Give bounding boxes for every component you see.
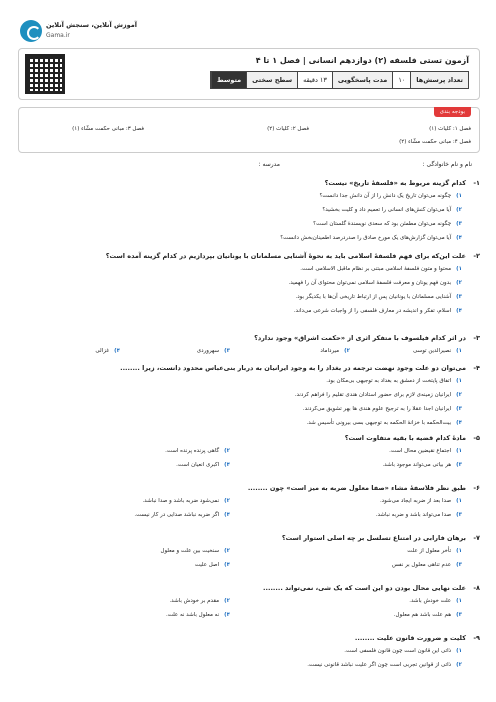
option-text: ایرانیان زمینه‌ی لازم برای حضور استادان هندی تقلیم را فراهم کردند. [294, 392, 452, 398]
option-text: نمی‌شود ضربه باشد و صدا نباشد. [142, 498, 220, 504]
answer-option[interactable] [295, 294, 462, 300]
option-text: سهروردی [196, 348, 220, 354]
topics-box [18, 107, 480, 153]
answer-option[interactable] [300, 266, 462, 272]
answer-option[interactable] [166, 612, 230, 618]
option-text: هر بیاتی می‌تواند موجود باشد. [382, 462, 452, 468]
option-text: گاهی پرنده پرنده است. [165, 448, 220, 454]
option-number: ۲) [224, 448, 230, 454]
option-number: ۱) [456, 648, 462, 654]
option-number: ۴) [224, 512, 230, 518]
answer-option[interactable] [195, 562, 230, 568]
topics-tag: بودجه بندی [434, 107, 471, 117]
answer-option[interactable] [409, 598, 462, 604]
question-text: علت این‌که برای فهم فلسفهٔ اسلامی باید به نحوهٔ آشنایی مسلمانان با یونانیان بپردازیم در کدام گزینه آمده است؟ [105, 252, 466, 260]
answer-option[interactable] [294, 308, 462, 314]
option-number: ۳) [456, 406, 462, 412]
difficulty-label: سطح سختی [246, 72, 297, 88]
answer-option[interactable] [407, 548, 462, 554]
questions-count-label: تعداد پرسش‌ها [410, 72, 468, 88]
option-number: ۲) [456, 207, 462, 213]
option-text: اگر ضربه نباشد صدایی در کار نیست. [134, 512, 220, 518]
answer-option[interactable] [165, 448, 230, 454]
answer-option[interactable] [392, 562, 462, 568]
topic-item: فصل ۴: مبانی حکمت مشّاء (۲) [399, 139, 471, 145]
option-number: ۴) [224, 462, 230, 468]
option-number: ۱) [456, 378, 462, 384]
questions-count-value: ۱۰ [392, 72, 410, 88]
answer-option[interactable] [134, 512, 230, 518]
option-number: ۲) [224, 598, 230, 604]
answer-option[interactable] [160, 548, 230, 554]
option-text: صدا می‌تواند باشد و ضربه نباشد. [375, 512, 452, 518]
option-number: ۲) [224, 498, 230, 504]
option-text: ذاتی این قانون است چون قانون فلسفی است. [344, 648, 452, 654]
option-text: عدم تناهی معلول بر نفس [392, 562, 452, 568]
option-number: ۲) [224, 548, 230, 554]
brand-site: Gama.ir [46, 32, 70, 39]
question-text: کلیت و ضرورت قانون علیت ........ [354, 634, 466, 642]
answer-option[interactable] [413, 348, 462, 354]
question-text: کدام گزینه مربوط به «فلسفهٔ تاریخ» نیست؟ [324, 179, 466, 187]
option-text: اصل علیت [194, 562, 220, 568]
answer-option[interactable] [307, 420, 462, 426]
option-number: ۱) [456, 598, 462, 604]
option-text: میرداماد [320, 348, 340, 354]
option-number: ۱) [456, 448, 462, 454]
option-number: ۲) [456, 280, 462, 286]
topic-item: فصل ۱: کلیات (۱) [429, 126, 471, 132]
question-number: ۶- [473, 484, 480, 492]
option-number: ۴) [224, 612, 230, 618]
option-text: علت خودش باشد. [409, 598, 452, 604]
exam-title: آزمون تستی فلسفه (۲) دوازدهم انسانی | فصل ۱ تا ۴ [255, 56, 469, 65]
answer-option[interactable] [380, 498, 462, 504]
answer-option[interactable] [376, 512, 462, 518]
option-text: نصیرالدین توسی [413, 348, 452, 354]
option-number: ۳) [456, 221, 462, 227]
answer-option[interactable] [197, 348, 230, 354]
option-text: اجتماع نقیضین محال است. [389, 448, 452, 454]
qr-code-icon [25, 54, 65, 94]
answer-option[interactable] [169, 598, 230, 604]
question-number: ۹- [473, 634, 480, 642]
option-text: اسلام، تفکر و اندیشه در معارف فلسفی را از واجبات شرعی می‌داند. [293, 308, 452, 314]
question-number: ۷- [473, 534, 480, 542]
option-number: ۱) [456, 266, 462, 272]
option-number: ۲) [456, 392, 462, 398]
answer-option[interactable] [344, 648, 462, 654]
option-text: آیا می‌توان کنش‌های انسانی را تعمیم داد و کلیت بخشید؟ [322, 207, 452, 213]
answer-option[interactable] [394, 612, 462, 618]
option-text: نه معلول باشد نه علت. [165, 612, 220, 618]
gama-logo-icon [20, 20, 42, 42]
option-number: ۳) [456, 462, 462, 468]
question-number: ۳- [473, 334, 480, 342]
question-number: ۴- [473, 364, 480, 372]
option-text: اتفاق پایتخت از دمشق به بغداد به توجیهی بی‌مکان بود. [326, 378, 452, 384]
topic-item: فصل ۲: کلیات (۲) [267, 126, 309, 132]
option-number: ۴) [114, 348, 120, 354]
option-number: ۳) [456, 294, 462, 300]
topic-item: فصل ۳: مبانی حکمت مشّاء (۱) [72, 126, 144, 132]
answer-option[interactable] [320, 348, 350, 354]
question-text: علت نهایی محال بودن دو این است که یک شی، نمی‌تواند ........ [263, 584, 466, 592]
option-number: ۱) [456, 548, 462, 554]
answer-option[interactable] [295, 392, 462, 398]
option-number: ۴) [456, 420, 462, 426]
answer-option[interactable] [382, 462, 462, 468]
difficulty-value: متوسط [211, 72, 246, 88]
question-number: ۱- [473, 179, 480, 187]
answer-option[interactable] [322, 207, 462, 213]
option-number: ۱) [456, 193, 462, 199]
answer-option[interactable] [95, 348, 120, 354]
brand[interactable] [18, 16, 138, 50]
answer-option[interactable] [176, 462, 230, 468]
duration-label: مدت پاسخگویی [332, 72, 392, 88]
option-text: تأخر معلول از علت [407, 548, 452, 554]
answer-option[interactable] [326, 378, 462, 384]
exam-header [18, 48, 480, 100]
option-text: محتوا و متون فلسفهٔ اسلامی مبتنی بر نظام ماقبل الاسلامی است. [300, 266, 452, 272]
school-label: مدرسه : [258, 161, 280, 168]
option-text: غزالی [95, 348, 110, 354]
option-text: هم علت باشد هم معلول. [393, 612, 452, 618]
question-text: در اثر کدام فیلسوف با متفکر اثری از «حکمت اشراق» وجود ندارد؟ [254, 334, 466, 342]
exam-page [18, 14, 480, 698]
option-number: ۱) [456, 498, 462, 504]
question-number: ۲- [473, 252, 480, 260]
duration-value: ۱۳ دقیقه [297, 72, 332, 88]
answer-option[interactable] [280, 235, 462, 241]
option-number: ۳) [456, 612, 462, 618]
question-number: ۸- [473, 584, 480, 592]
answer-option[interactable] [319, 193, 462, 199]
option-number: ۲) [344, 348, 350, 354]
option-number: ۲) [456, 662, 462, 668]
question-text: می‌توان دو علت وجود نهضت ترجمه در بغداد را به وجود ایرانیان به دربار بنی‌عباس محدود دانست، زیرا ........ [120, 364, 466, 372]
option-number: ۴) [456, 308, 462, 314]
option-text: مقدم بر خودش باشد. [169, 598, 220, 604]
answer-option[interactable] [142, 498, 230, 504]
option-text: بدون فهم یونان و معرفت فلسفهٔ اسلامی نمی‌توان محتوای آن را فهمید. [288, 280, 452, 286]
question-number: ۵- [473, 434, 480, 442]
exam-info-bar [210, 71, 469, 89]
option-text: ایرانیان اجدا عقلا را به ترجیح علوم هندی ها بهر تشویق می‌کردند. [302, 406, 452, 412]
option-text: سنخیت بین علت و معلول [160, 548, 220, 554]
option-text: آشنایی مسلمانان با یونانیان پس از ارتباط تاریخی آن‌ها با یکدیگر بود. [295, 294, 452, 300]
brand-name: آموزش آنلاین، سنجش آنلاین [46, 21, 138, 29]
option-number: ۳) [456, 512, 462, 518]
option-text: چگونه می‌توان مطمئن بود که سعدی نویسندهٔ گلستان است؟ [313, 221, 452, 227]
option-text: صدا بعد از ضربه ایجاد می‌شود. [379, 498, 452, 504]
option-number: ۱) [456, 348, 462, 354]
student-name-label: نام و نام خانوادگی : [422, 161, 472, 168]
answer-option[interactable] [389, 448, 462, 454]
option-text: بیت‌الحکمه با خزانهٔ الحکمه به توجیهی بسی بیرونی تأسیس شد. [306, 420, 452, 426]
student-info-row [18, 157, 480, 173]
option-text: چگونه می‌توان تاریخ یک دانش را از آن دانش جدا دانست؟ [319, 193, 452, 199]
option-number: ۳) [224, 348, 230, 354]
option-text: اکبری انعیان است. [176, 462, 220, 468]
question-text: مادهٔ کدام قضیه با بقیه متفاوت است؟ [344, 434, 466, 442]
option-text: ذاتی از قوانین تجربی است چون اگر علیت نباشد قانونی نیست. [307, 662, 452, 668]
option-number: ۴) [456, 235, 462, 241]
answer-option[interactable] [303, 406, 462, 412]
answer-option[interactable] [307, 662, 462, 668]
question-text: برهان فارابی در امتناع تسلسل بر چه اصلی استوار است؟ [281, 534, 466, 542]
answer-option[interactable] [313, 221, 462, 227]
question-text: طبق نظر فلاسفهٔ مشاء «صفا معلول ضربه به میز است» چون ........ [247, 484, 466, 492]
option-number: ۴) [224, 562, 230, 568]
option-text: آیا می‌توان گزارش‌های یک مورخ صادق را صدردرصد اطمینان‌بخش دانست؟ [280, 235, 452, 241]
option-number: ۳) [456, 562, 462, 568]
answer-option[interactable] [289, 280, 462, 286]
